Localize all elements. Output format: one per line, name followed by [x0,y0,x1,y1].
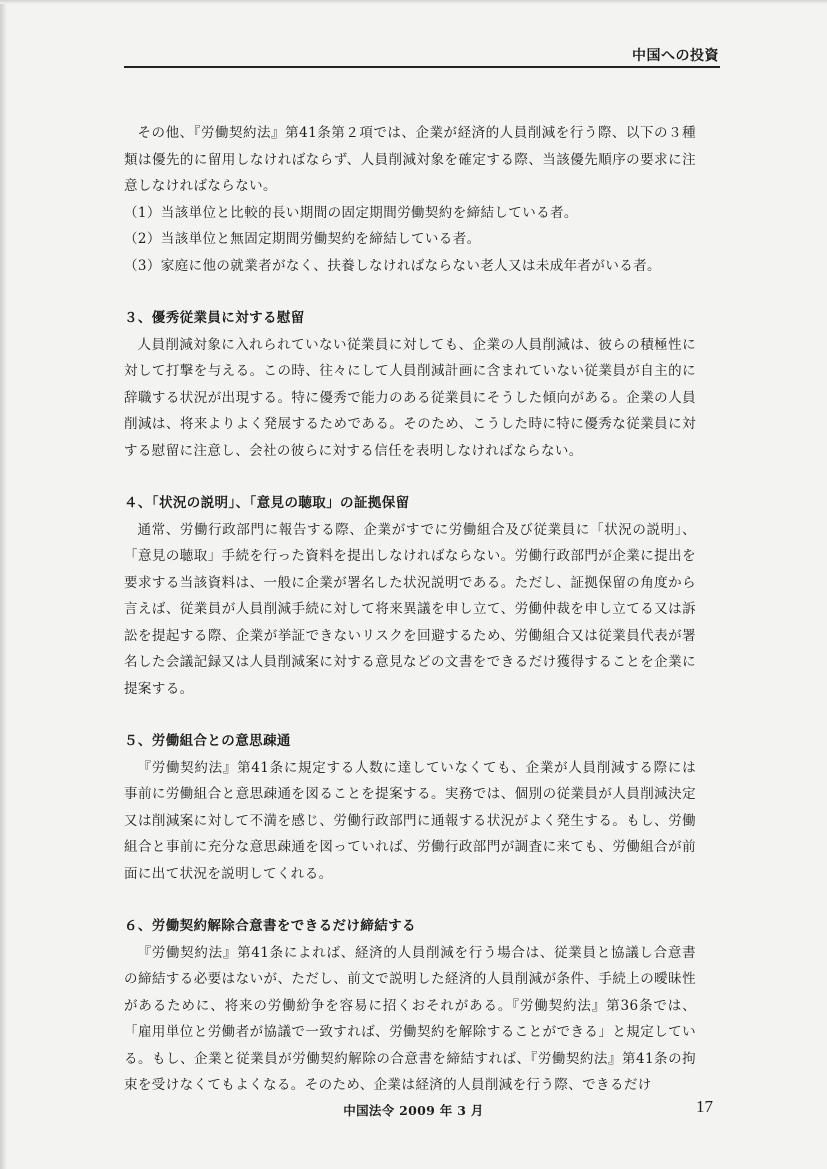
section-heading-4: ４、「状況の説明」、「意見の聴取」の証拠保留 [124,495,410,511]
section-heading-3: ３、優秀従業員に対する慰留 [124,310,305,326]
footer-publication: 中国法令 2009 年 3 月 [343,1103,484,1118]
section-spacer [124,702,696,728]
section-heading-5: ５、労働組合との意思疎通 [124,733,291,749]
section-spacer [124,887,696,913]
list-item-3: （3）家庭に他の就業者がなく、扶養しなければならない老人又は未成年者がいる者。 [124,257,661,274]
list-item-2: （2）当該単位と無固定期間労働契約を締結している者。 [124,231,481,247]
section-spacer [124,464,696,490]
intro-paragraph: その他、『労働契約法』第41条第２項では、企業が経済的人員削減を行う際、以下の３種類は優先的に留用しなければならず、人員削減対象を確定する際、当該優先順序の要求に注意しなければならない。 [124,125,696,194]
main-text [124,120,696,1099]
section-paragraph-6: 『労働契約法』第41条によれば、経済的人員削減を行う場合は、従業員と協議し合意書の締結する必要はないが、ただし、前文で説明した経済的人員削減が条件、手続上の曖昧性があるために、将来の労働紛争を容易に招くおそれがある。『労働契約法』第36条では、「雇用単位と労働者が協議で一致すれば、労働契約を解除することができる」と規定している。もし、企業と従業員が労働契約解除の合意書を締結すれば、『労働契約法』第41条の拘束を受けなくてもよくなる。そのため、企業は経済的人員削減を行う際、できるだけ [124,944,696,1093]
page-number: 17 [696,1097,713,1116]
section-spacer [124,279,696,305]
section-paragraph-3: 人員削減対象に入れられていない従業員に対しても、企業の人員削減は、彼らの積極性に対して打撃を与える。この時、往々にして人員削減計画に含まれていない従業員が自主的に辞職する状況が出現する。特に優秀で能力のある従業員にそうした傾向がある。企業の人員削減は、将来よりよく発展するためである。そのため、こうした時に特に優秀な従業員に対する慰留に注意し、会社の彼らに対する信任を表明しなければならない。 [124,336,696,459]
header-rule [124,66,720,68]
scan-shadow-left [0,0,7,1169]
section-paragraph-4: 通常、労働行政部門に報告する際、企業がすでに労働組合及び従業員に「状況の説明」、「意見の聴取」手続を行った資料を提出しなければならない。労働行政部門が企業に提出を要求する当該資料は、一般に企業が署名した状況説明である。ただし、証拠保留の角度から言えば、従業員が人員削減手続に対して将来異議を申し立て、労働仲裁を申し立てる又は訴訟を提起する際、企業が挙証できないリスクを回避するため、労働組合又は従業員代表が署名した会議記録又は人員削減案に対する意見などの文書をできるだけ獲得することを企業に提案する。 [124,521,696,697]
scan-shadow-top [0,0,827,4]
list-item-1: （1）当該単位と比較的長い期間の固定期間労働契約を締結している者。 [124,204,578,221]
section-paragraph-5: 『労働契約法』第41条に規定する人数に達していなくても、企業が人員削減する際には事前に労働組合と意思疎通を図ることを提案する。実務では、個別の従業員が人員削減決定又は削減案に対して不満を感じ、労働行政部門に通報する状況がよく発生する。もし、労働組合と事前に充分な意思疎通を図っていれば、労働行政部門が調査に来ても、労働組合が前面に出て状況を説明してくれる。 [124,759,696,882]
section-heading-6: ６、労働契約解除合意書をできるだけ締結する [124,918,416,934]
running-header-title: 中国への投資 [632,48,719,64]
